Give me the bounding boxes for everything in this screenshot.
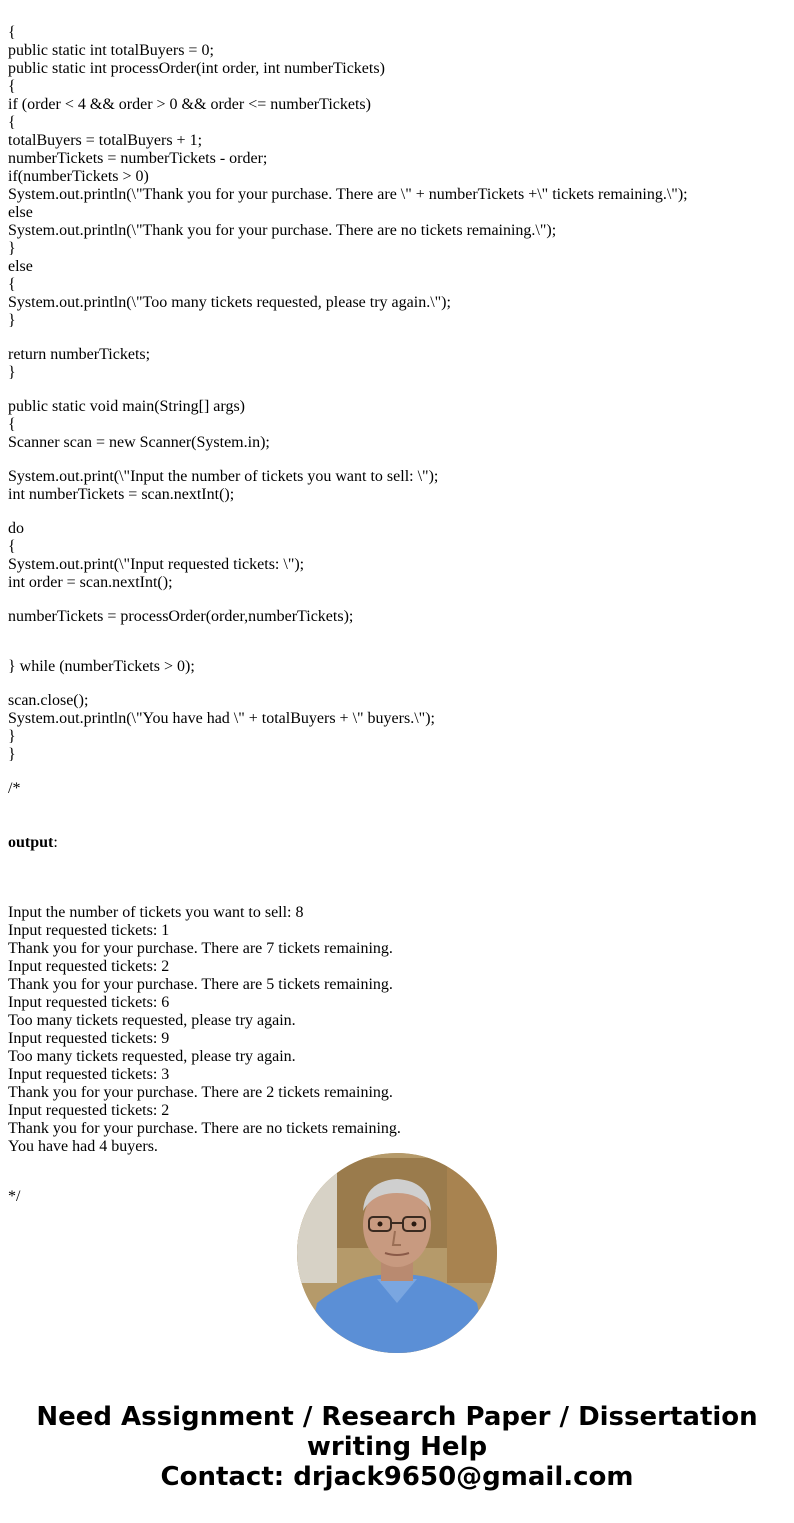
code-line: /* [8,780,21,797]
code-line: { [8,24,16,41]
contact-banner [0,1402,794,1492]
code-line [8,452,688,468]
code-line [8,642,688,658]
code-line: { [8,416,16,433]
code-line: } while (numberTickets > 0); [8,658,195,675]
code-line: Input requested tickets: 3 [8,1066,170,1083]
code-line: System.out.println(\"You have had \" + totalBuyers + \" buyers.\"); [8,710,435,727]
code-line: Thank you for your purchase. There are 5 tickets remaining. [8,976,393,993]
code-line: Input requested tickets: 6 [8,994,170,1011]
code-line [8,626,688,642]
code-line: int order = scan.nextInt(); [8,574,173,591]
code-line: Too many tickets requested, please try again. [8,1048,296,1065]
code-line: if (order < 4 && order > 0 && order <= numberTickets) [8,96,371,113]
portrait-image [297,1153,497,1353]
code-line [8,330,688,346]
code-line: System.out.print(\"Input requested tickets: \"); [8,556,305,573]
code-line: } [8,746,16,763]
code-line: You have had 4 buyers. [8,1138,158,1155]
code-line: System.out.println(\"Thank you for your purchase. There are no tickets remaining.\"); [8,222,557,239]
code-line [8,764,688,780]
code-line: Input requested tickets: 1 [8,922,170,939]
code-line: System.out.println(\"Too many tickets requested, please try again.\"); [8,294,451,311]
code-line: else [8,258,33,275]
code-line: numberTickets = processOrder(order,numberTickets); [8,608,354,625]
author-avatar [297,1153,497,1353]
code-line: Input requested tickets: 2 [8,958,170,975]
code-line: int numberTickets = scan.nextInt(); [8,486,235,503]
code-line: return numberTickets; [8,346,151,363]
code-line: Scanner scan = new Scanner(System.in); [8,434,270,451]
code-block [8,24,688,798]
code-line: Thank you for your purchase. There are 2 tickets remaining. [8,1084,393,1101]
code-line [8,676,688,692]
code-line: Thank you for your purchase. There are 7 tickets remaining. [8,940,393,957]
code-line: Thank you for your purchase. There are no tickets remaining. [8,1120,401,1137]
code-line: Too many tickets requested, please try again. [8,1012,296,1029]
code-line: } [8,728,16,745]
output-heading [8,834,688,852]
code-line: System.out.println(\"Thank you for your purchase. There are \" + numberTickets +\" tickets remaining.\"); [8,186,688,203]
code-line: public static int processOrder(int order, int numberTickets) [8,60,385,77]
cta-line-1: Need Assignment / Research Paper / Dissertation [36,1402,758,1432]
output-block [8,888,688,1206]
code-listing [8,0,688,1224]
output-label: output [8,834,54,851]
code-line: public static int totalBuyers = 0; [8,42,214,59]
code-line: totalBuyers = totalBuyers + 1; [8,132,203,149]
cta-line-2: writing Help [306,1432,488,1462]
code-line: Input requested tickets: 9 [8,1030,170,1047]
code-line: { [8,114,16,131]
cta-contact-line: Contact: drjack9650@gmail.com [160,1462,634,1492]
code-line [8,888,688,904]
code-line: { [8,78,16,95]
code-line: public static void main(String[] args) [8,398,245,415]
code-line [8,504,688,520]
code-line: scan.close(); [8,692,89,709]
code-line: if(numberTickets > 0) [8,168,149,185]
code-line: { [8,538,16,555]
code-line: */ [8,1188,21,1205]
code-line: numberTickets = numberTickets - order; [8,150,268,167]
code-line: } [8,240,16,257]
code-line [8,592,688,608]
output-colon: : [53,834,58,851]
code-line: System.out.print(\"Input the number of tickets you want to sell: \"); [8,468,439,485]
code-line: Input requested tickets: 2 [8,1102,170,1119]
code-line: } [8,364,16,381]
code-line [8,382,688,398]
code-line: Input the number of tickets you want to sell: 8 [8,904,304,921]
code-line: do [8,520,24,537]
code-line: { [8,276,16,293]
code-line: else [8,204,33,221]
code-line: } [8,312,16,329]
